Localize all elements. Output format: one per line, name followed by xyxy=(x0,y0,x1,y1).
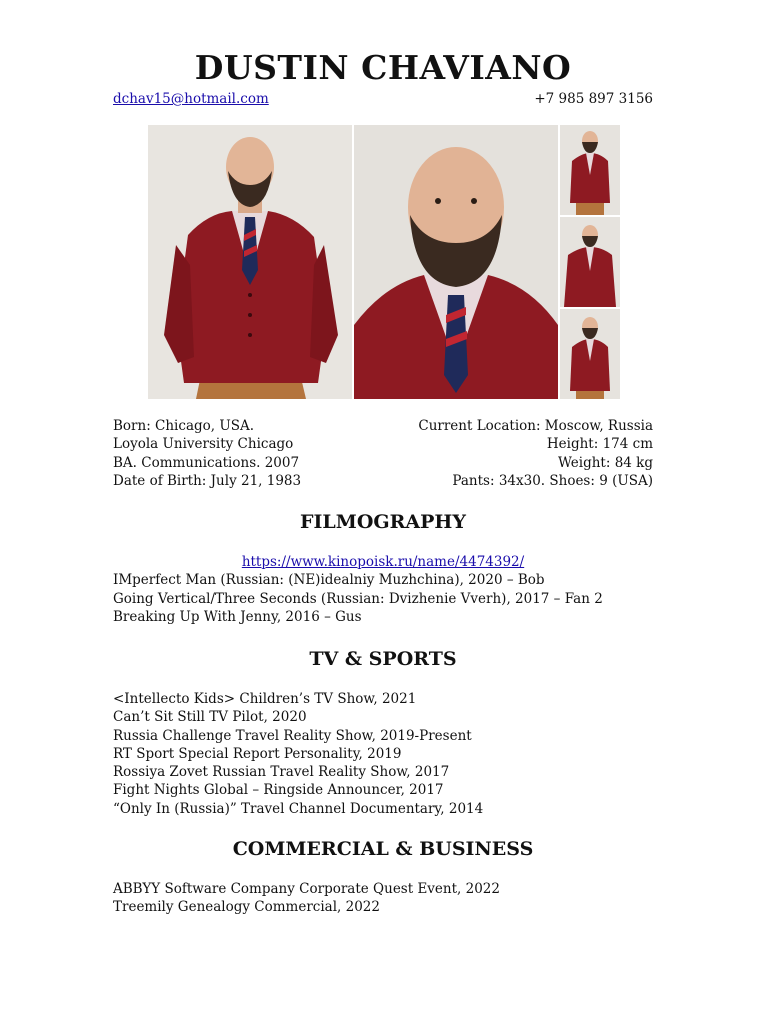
dob-line: Date of Birth: July 21, 1983 xyxy=(113,472,302,489)
list-item: ABBYY Software Company Corporate Quest Event, 2022 xyxy=(113,881,500,897)
commercial-list xyxy=(113,880,653,917)
tv-sports-heading: TV & SPORTS xyxy=(309,648,457,670)
list-item: Rossiya Zovet Russian Travel Reality Show, 2017 xyxy=(113,764,450,781)
thumbnail-pose-2 xyxy=(560,217,620,307)
tv-sports-list xyxy=(113,690,653,818)
contact-row xyxy=(113,89,653,109)
list-item: Breaking Up With Jenny, 2016 – Gus xyxy=(113,608,362,625)
location-line: Current Location: Moscow, Russia xyxy=(418,418,653,434)
phone-number: +7 985 897 3156 xyxy=(534,91,653,107)
headshot-close-up xyxy=(354,125,558,399)
commercial-heading: COMMERCIAL & BUSINESS xyxy=(232,838,534,860)
born-line: Born: Chicago, USA. xyxy=(113,418,255,434)
filmography-list xyxy=(113,553,653,626)
bio-left-column xyxy=(113,417,301,490)
thumbnail-pose-3 xyxy=(560,309,620,399)
kinopoisk-link[interactable]: https://www.kinopoisk.ru/name/4474392/ xyxy=(241,554,525,570)
list-item: <Intellecto Kids> Children’s TV Show, 2021 xyxy=(113,691,417,707)
list-item: Russia Challenge Travel Reality Show, 2019-Present xyxy=(113,727,472,744)
sizes-line: Pants: 34x30. Shoes: 9 (USA) xyxy=(452,472,653,489)
list-item: Treemily Genealogy Commercial, 2022 xyxy=(113,899,380,916)
weight-line: Weight: 84 kg xyxy=(558,454,653,471)
university-line: Loyola University Chicago xyxy=(113,436,294,453)
degree-line: BA. Communications. 2007 xyxy=(113,454,300,471)
filmography-heading: FILMOGRAPHY xyxy=(300,511,466,533)
headshot-collage xyxy=(148,125,620,399)
actor-name: DUSTIN CHAVIANO xyxy=(194,48,572,87)
list-item: RT Sport Special Report Personality, 2019 xyxy=(113,745,402,762)
list-item: Going Vertical/Three Seconds (Russian: Dvizhenie Vverh), 2017 – Fan 2 xyxy=(113,590,603,607)
thumbnail-pose-1 xyxy=(560,125,620,215)
height-line: Height: 174 cm xyxy=(546,436,653,453)
list-item: “Only In (Russia)” Travel Channel Documentary, 2014 xyxy=(113,800,484,817)
bio-right-column xyxy=(418,417,653,490)
list-item: IMperfect Man (Russian: (NE)idealniy Muzhchina), 2020 – Bob xyxy=(113,572,545,589)
thumbnail-column xyxy=(560,125,620,399)
list-item: Fight Nights Global – Ringside Announcer, 2017 xyxy=(113,782,444,799)
email-link[interactable]: dchav15@hotmail.com xyxy=(113,91,269,107)
headshot-full-body xyxy=(148,125,352,399)
list-item: Can’t Sit Still TV Pilot, 2020 xyxy=(113,709,307,726)
